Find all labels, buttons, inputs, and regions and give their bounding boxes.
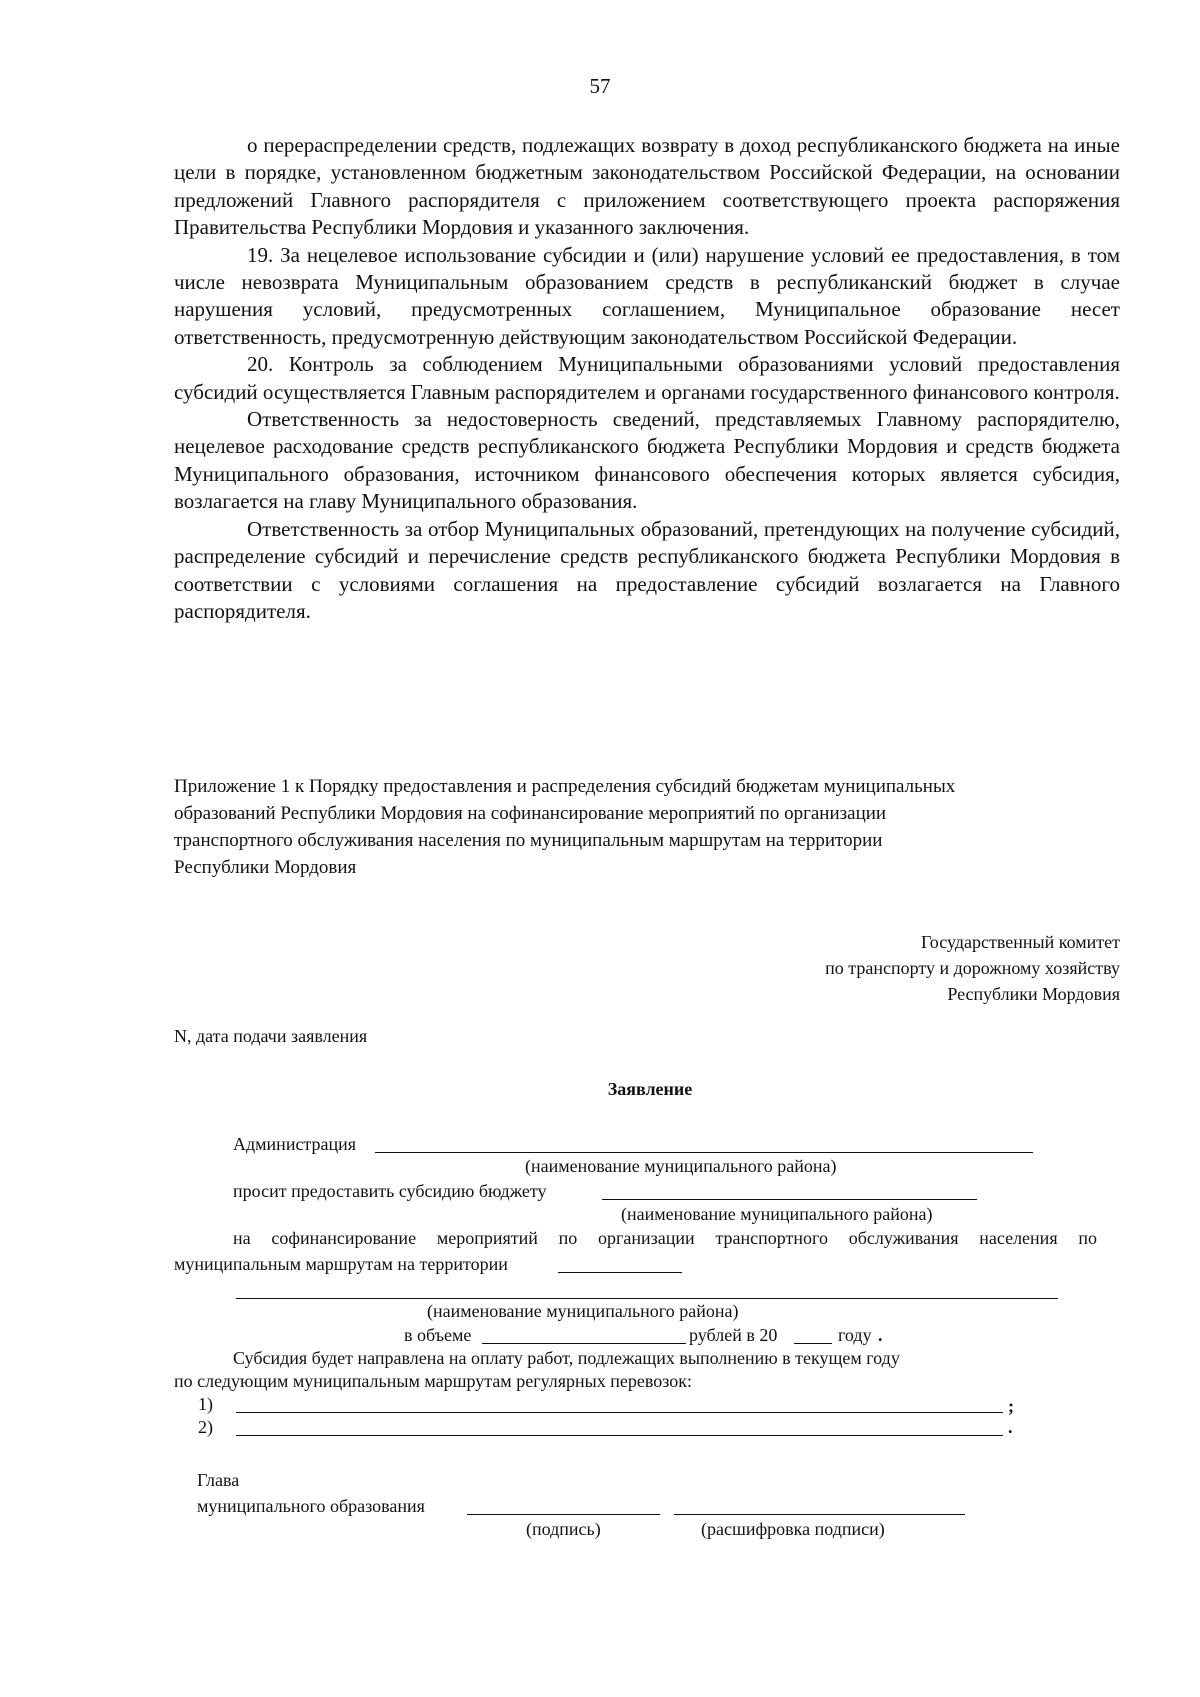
document-body xyxy=(174,132,1120,625)
budget-blank[interactable] xyxy=(602,1199,977,1200)
appendix-line: транспортного обслуживания населения по муниципальным маршрутам на территории xyxy=(174,830,883,851)
purpose-line-1: на софинансирование мероприятий по организации транспортного обслуживания населения по xyxy=(233,1228,1097,1248)
year-label: году xyxy=(838,1325,872,1345)
head-label-2: муниципального образования xyxy=(197,1496,425,1516)
decode-blank[interactable] xyxy=(674,1514,965,1515)
addressee-line: по транспорту и дорожному хозяйству xyxy=(825,958,1120,978)
appendix-line: Республики Мордовия xyxy=(174,857,357,878)
appendix-line: образований Республики Мордовия на софинансирование мероприятий по организации xyxy=(174,803,887,824)
decode-hint: (расшифровка подписи) xyxy=(701,1519,885,1539)
route-item-2-blank[interactable] xyxy=(236,1435,1003,1436)
district-hint-1: (наименование муниципального района) xyxy=(525,1156,837,1176)
administration-blank[interactable] xyxy=(375,1152,1033,1153)
subsidy-line-2: по следующим муниципальным маршрутам регулярных перевозок: xyxy=(174,1371,693,1391)
route-item-1-blank[interactable] xyxy=(236,1412,1003,1413)
paragraph: Ответственность за недостоверность сведений, представляемых Главному распорядителю, нецелевое расходование средств республиканского бюджета Республики Мордовия и средств бюджета Муниципального образования, источником финансового обеспечения которых является субсидия, возлагается на главу Муниципального образования. xyxy=(174,407,1120,514)
route-item-1-end: ; xyxy=(1008,1396,1014,1416)
appendix-heading xyxy=(174,773,1120,881)
addressee-line: Республики Мордовия xyxy=(947,984,1120,1004)
addressee-line: Государственный комитет xyxy=(920,932,1120,952)
application-number-date: N, дата подачи заявления xyxy=(174,1026,368,1046)
amount-blank[interactable] xyxy=(482,1343,686,1344)
route-item-2-end: . xyxy=(1008,1417,1013,1437)
district-hint-3: (наименование муниципального района) xyxy=(427,1301,739,1321)
signature-blank[interactable] xyxy=(467,1514,660,1515)
district-hint-2: (наименование муниципального района) xyxy=(621,1204,933,1224)
addressee-block xyxy=(825,929,1120,1007)
purpose-line-2: муниципальным маршрутам на территории xyxy=(174,1254,508,1274)
paragraph: 19. За нецелевое использование субсидии и (или) нарушение условий ее предоставления, в том числе невозврата Муниципальным образованием средств в республиканский бюджет в случае нарушения условий, предусмотренных соглашением, Муниципальное образование несет ответственность, предусмотренную действующим законодательством Российской Федерации. xyxy=(174,242,1120,349)
paragraph: 20. Контроль за соблюдением Муниципальными образованиями условий предоставления субсидий осуществляется Главным распорядителем и органами государственного финансового контроля. xyxy=(174,352,1120,404)
page-number: 57 xyxy=(589,74,611,98)
route-item-1-number: 1) xyxy=(198,1394,213,1414)
volume-period: . xyxy=(878,1325,883,1345)
head-label-1: Глава xyxy=(197,1470,240,1490)
signature-hint: (подпись) xyxy=(526,1519,601,1539)
rubles-label: рублей в 20 xyxy=(689,1325,778,1345)
route-item-2-number: 2) xyxy=(198,1417,213,1437)
territory-blank[interactable] xyxy=(558,1272,682,1273)
volume-label: в объеме xyxy=(404,1325,472,1345)
paragraph: о перераспределении средств, подлежащих возврату в доход республиканского бюджета на иные цели в порядке, установленном бюджетным законодательством Российской Федерации, на основании предложений Главного распорядителя с приложением соответствующего проекта распоряжения Правительства Республики Мордовия и указанного заключения. xyxy=(174,133,1120,240)
appendix-line: Приложение 1 к Порядку предоставления и распределения субсидий бюджетам муниципальных xyxy=(174,776,956,797)
administration-label: Администрация xyxy=(233,1134,357,1154)
request-label: просит предоставить субсидию бюджету xyxy=(233,1181,547,1201)
year-blank[interactable] xyxy=(794,1343,832,1344)
paragraph: Ответственность за отбор Муниципальных образований, претендующих на получение субсидий, распределение субсидий и перечисление средств республиканского бюджета Республики Мордовия в соответствии с условиями соглашения на предоставление субсидий возлагается на Главного распорядителя. xyxy=(174,516,1120,623)
subsidy-line-1: Субсидия будет направлена на оплату работ, подлежащих выполнению в текущем году xyxy=(233,1348,900,1368)
form-title: Заявление xyxy=(607,1079,693,1099)
district-blank[interactable] xyxy=(236,1298,1058,1299)
